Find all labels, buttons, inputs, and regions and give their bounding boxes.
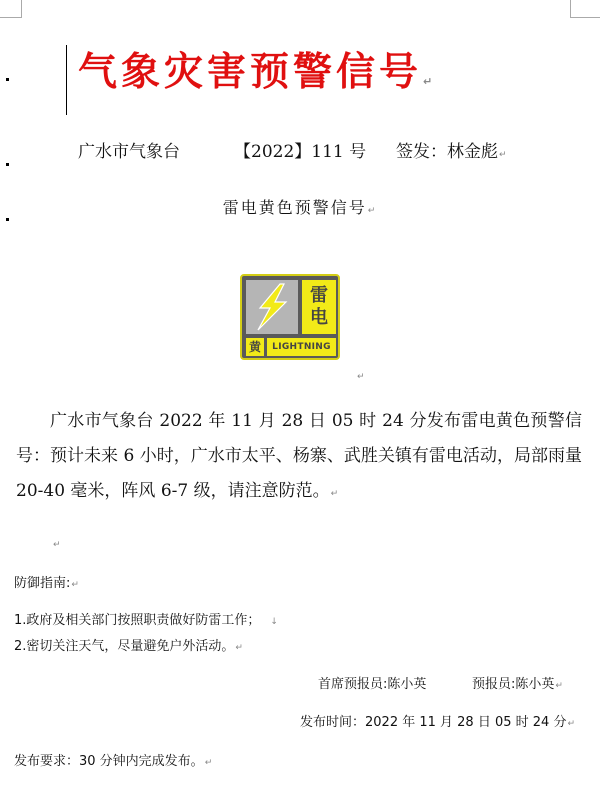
signal-title: 雷电黄色预警信号↵	[222, 198, 378, 217]
margin-bullet	[6, 78, 9, 81]
document-title: 气象灾害预警信号↵	[78, 49, 437, 95]
text-cursor-bar	[66, 45, 67, 115]
paragraph-mark: ↵	[499, 150, 507, 160]
forecaster: 预报员:陈小英↵	[472, 677, 563, 692]
signal-english-label: LIGHTNING	[267, 338, 336, 356]
guidance-item: 1.政府及相关部门按照职责做好防雷工作； ↓	[14, 613, 278, 628]
crop-mark-top-right	[570, 0, 600, 18]
signed-by: 签发：林金彪↵	[396, 142, 507, 162]
warning-body-text: 广水市气象台 2022 年 11 月 28 日 05 时 24 分发布雷电黄色预警信号：预计未来 6 小时，广水市太平、杨寨、武胜关镇有雷电活动，局部雨量 20-40 毫米，阵风 6-7 级，请注意防范。↵	[16, 411, 583, 501]
lightning-bolt-icon	[246, 280, 298, 334]
paragraph-mark: ↵	[71, 580, 79, 590]
crop-mark-top-left	[0, 0, 22, 18]
paragraph-mark: ↵	[204, 758, 213, 768]
paragraph-mark: ↵	[555, 681, 563, 691]
line-break-mark: ↓	[270, 617, 278, 627]
doc-number: 【2022】111 号	[234, 142, 367, 162]
margin-bullet	[6, 163, 9, 166]
chief-forecaster: 首席预报员:陈小英	[318, 677, 427, 692]
signal-type-chars: 雷 电	[302, 280, 336, 334]
paragraph-mark: ↵	[235, 643, 243, 653]
release-time: 发布时间：2022 年 11 月 28 日 05 时 24 分↵	[300, 715, 575, 730]
paragraph-mark: ↵	[567, 719, 575, 729]
guidance-heading: 防御指南:↵	[14, 576, 79, 591]
lightning-yellow-signal-icon	[240, 274, 340, 360]
release-requirement: 发布要求：30 分钟内完成发布。↵	[14, 754, 213, 769]
paragraph-mark: ↵	[357, 372, 365, 382]
paragraph-mark: ↵	[423, 75, 437, 88]
paragraph-mark: ↵	[330, 489, 339, 499]
paragraph-mark: ↵	[367, 206, 378, 216]
guidance-item: 2.密切关注天气，尽量避免户外活动。↵	[14, 639, 243, 654]
signal-level-char: 黄	[246, 338, 264, 356]
paragraph-mark: ↵	[53, 540, 61, 550]
issuer: 广水市气象台	[78, 142, 180, 162]
